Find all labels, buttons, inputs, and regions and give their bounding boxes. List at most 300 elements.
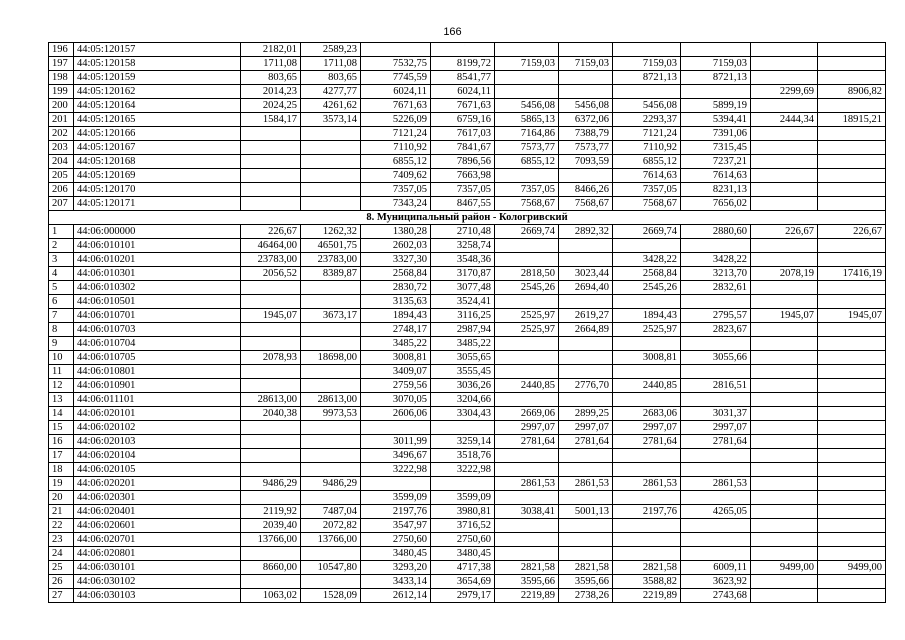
- value-cell: 7409,62: [361, 169, 431, 183]
- value-cell: 7391,06: [681, 127, 751, 141]
- cadastral-number-cell: 44:06:030102: [74, 575, 241, 589]
- value-cell: 2589,23: [301, 43, 361, 57]
- value-cell: [613, 463, 681, 477]
- value-cell: [751, 393, 818, 407]
- value-cell: 5226,09: [361, 113, 431, 127]
- value-cell: 2821,58: [613, 561, 681, 575]
- value-cell: 2832,61: [681, 281, 751, 295]
- value-cell: [818, 183, 886, 197]
- value-cell: 23783,00: [241, 253, 301, 267]
- value-cell: [301, 463, 361, 477]
- value-cell: 7343,24: [361, 197, 431, 211]
- value-cell: 226,67: [241, 225, 301, 239]
- value-cell: 2899,25: [559, 407, 613, 421]
- value-cell: [495, 365, 559, 379]
- value-cell: 3008,81: [613, 351, 681, 365]
- value-cell: [241, 295, 301, 309]
- cadastral-number-cell: 44:06:010701: [74, 309, 241, 323]
- value-cell: [818, 127, 886, 141]
- value-cell: 7573,77: [559, 141, 613, 155]
- value-cell: [818, 393, 886, 407]
- value-cell: 3038,41: [495, 505, 559, 519]
- value-cell: [613, 365, 681, 379]
- row-number-cell: 205: [49, 169, 74, 183]
- value-cell: 3573,14: [301, 113, 361, 127]
- table-row: [49, 71, 886, 85]
- table-row: [49, 169, 886, 183]
- value-cell: [818, 463, 886, 477]
- value-cell: 2182,01: [241, 43, 301, 57]
- cadastral-number-cell: 44:06:020301: [74, 491, 241, 505]
- value-cell: [613, 393, 681, 407]
- value-cell: 3623,92: [681, 575, 751, 589]
- value-cell: 2892,32: [559, 225, 613, 239]
- value-cell: [751, 519, 818, 533]
- value-cell: 2743,68: [681, 589, 751, 603]
- value-cell: 3077,48: [431, 281, 495, 295]
- value-cell: [751, 239, 818, 253]
- value-cell: [751, 463, 818, 477]
- cadastral-number-cell: 44:06:010705: [74, 351, 241, 365]
- row-number-cell: 196: [49, 43, 74, 57]
- cadastral-number-cell: 44:06:020101: [74, 407, 241, 421]
- value-cell: 9499,00: [818, 561, 886, 575]
- value-cell: 3204,66: [431, 393, 495, 407]
- value-cell: 3716,52: [431, 519, 495, 533]
- value-cell: [818, 337, 886, 351]
- value-cell: [241, 463, 301, 477]
- value-cell: 2823,67: [681, 323, 751, 337]
- cadastral-number-cell: 44:05:120164: [74, 99, 241, 113]
- value-cell: [751, 281, 818, 295]
- value-cell: 2440,85: [495, 379, 559, 393]
- value-cell: 6024,11: [431, 85, 495, 99]
- value-cell: [681, 547, 751, 561]
- value-cell: [818, 477, 886, 491]
- value-cell: 2119,92: [241, 505, 301, 519]
- value-cell: 2979,17: [431, 589, 495, 603]
- table-body-bottom: [49, 225, 886, 603]
- value-cell: 2781,64: [681, 435, 751, 449]
- value-cell: 2997,07: [681, 421, 751, 435]
- value-cell: 2683,06: [613, 407, 681, 421]
- value-cell: 7110,92: [361, 141, 431, 155]
- value-cell: 2795,57: [681, 309, 751, 323]
- value-cell: 7617,03: [431, 127, 495, 141]
- value-cell: [818, 57, 886, 71]
- value-cell: 46464,00: [241, 239, 301, 253]
- value-cell: [301, 155, 361, 169]
- value-cell: 2669,74: [495, 225, 559, 239]
- table-row: [49, 267, 886, 281]
- value-cell: [495, 239, 559, 253]
- value-cell: 9486,29: [301, 477, 361, 491]
- value-cell: 6759,16: [431, 113, 495, 127]
- value-cell: 3428,22: [681, 253, 751, 267]
- value-cell: [818, 407, 886, 421]
- value-cell: 7357,05: [361, 183, 431, 197]
- value-cell: 2024,25: [241, 99, 301, 113]
- value-cell: [751, 127, 818, 141]
- page-number: 166: [443, 26, 462, 38]
- row-number-cell: 204: [49, 155, 74, 169]
- value-cell: 10547,80: [301, 561, 361, 575]
- table-row: [49, 351, 886, 365]
- row-number-cell: 14: [49, 407, 74, 421]
- value-cell: [681, 449, 751, 463]
- value-cell: 2710,48: [431, 225, 495, 239]
- cadastral-number-cell: 44:06:010201: [74, 253, 241, 267]
- value-cell: [751, 575, 818, 589]
- cadastral-number-cell: 44:06:020401: [74, 505, 241, 519]
- row-number-cell: 21: [49, 505, 74, 519]
- value-cell: 2525,97: [613, 323, 681, 337]
- value-cell: [431, 421, 495, 435]
- value-cell: 3293,20: [361, 561, 431, 575]
- value-cell: [301, 365, 361, 379]
- value-cell: [613, 533, 681, 547]
- value-cell: 7159,03: [495, 57, 559, 71]
- value-cell: [818, 99, 886, 113]
- cadastral-value-table: [48, 42, 886, 603]
- value-cell: 3524,41: [431, 295, 495, 309]
- value-cell: 4265,05: [681, 505, 751, 519]
- value-cell: [751, 43, 818, 57]
- value-cell: [559, 393, 613, 407]
- value-cell: [818, 295, 886, 309]
- value-cell: 8721,13: [613, 71, 681, 85]
- value-cell: 7487,04: [301, 505, 361, 519]
- value-cell: [495, 43, 559, 57]
- value-cell: 2525,97: [495, 323, 559, 337]
- value-cell: [818, 43, 886, 57]
- value-cell: [495, 449, 559, 463]
- value-cell: 2669,06: [495, 407, 559, 421]
- value-cell: 2014,23: [241, 85, 301, 99]
- section-row: [49, 211, 886, 225]
- row-number-cell: 199: [49, 85, 74, 99]
- cadastral-number-cell: 44:05:120171: [74, 197, 241, 211]
- value-cell: 7568,67: [613, 197, 681, 211]
- cadastral-number-cell: 44:06:020201: [74, 477, 241, 491]
- value-cell: 3547,97: [361, 519, 431, 533]
- cadastral-number-cell: 44:06:030101: [74, 561, 241, 575]
- value-cell: 7159,03: [613, 57, 681, 71]
- row-number-cell: 9: [49, 337, 74, 351]
- value-cell: [818, 547, 886, 561]
- value-cell: [431, 477, 495, 491]
- value-cell: 3480,45: [361, 547, 431, 561]
- value-cell: [495, 85, 559, 99]
- value-cell: 5456,08: [613, 99, 681, 113]
- value-cell: [495, 351, 559, 365]
- value-cell: [559, 337, 613, 351]
- value-cell: [681, 239, 751, 253]
- table-row: [49, 477, 886, 491]
- table-row: [49, 295, 886, 309]
- table-row: [49, 43, 886, 57]
- value-cell: [818, 197, 886, 211]
- value-cell: [301, 547, 361, 561]
- value-cell: [495, 71, 559, 85]
- cadastral-number-cell: 44:06:020104: [74, 449, 241, 463]
- value-cell: 17416,19: [818, 267, 886, 281]
- cadastral-number-cell: 44:05:120168: [74, 155, 241, 169]
- value-cell: 5456,08: [559, 99, 613, 113]
- value-cell: [818, 141, 886, 155]
- value-cell: [818, 155, 886, 169]
- value-cell: [681, 85, 751, 99]
- value-cell: 2861,53: [495, 477, 559, 491]
- table-row: [49, 407, 886, 421]
- value-cell: 2056,52: [241, 267, 301, 281]
- table-row: [49, 435, 886, 449]
- value-cell: [241, 141, 301, 155]
- value-cell: [301, 337, 361, 351]
- value-cell: [751, 477, 818, 491]
- value-cell: 3222,98: [431, 463, 495, 477]
- value-cell: 9486,29: [241, 477, 301, 491]
- section-header: [49, 211, 886, 225]
- row-number-cell: 25: [49, 561, 74, 575]
- value-cell: [751, 435, 818, 449]
- value-cell: 7841,67: [431, 141, 495, 155]
- value-cell: [559, 85, 613, 99]
- section-title: 8. Муниципальный район - Кологривский: [49, 211, 886, 225]
- table-row: [49, 57, 886, 71]
- table-row: [49, 365, 886, 379]
- value-cell: [751, 449, 818, 463]
- row-number-cell: 16: [49, 435, 74, 449]
- value-cell: [241, 365, 301, 379]
- row-number-cell: 207: [49, 197, 74, 211]
- value-cell: 8906,82: [818, 85, 886, 99]
- value-cell: 1528,09: [301, 589, 361, 603]
- row-number-cell: 10: [49, 351, 74, 365]
- value-cell: [751, 295, 818, 309]
- value-cell: [559, 253, 613, 267]
- value-cell: 3031,37: [681, 407, 751, 421]
- value-cell: [613, 295, 681, 309]
- table-row: [49, 491, 886, 505]
- value-cell: 3599,09: [431, 491, 495, 505]
- table-row: [49, 253, 886, 267]
- value-cell: [301, 491, 361, 505]
- row-number-cell: 2: [49, 239, 74, 253]
- value-cell: [559, 449, 613, 463]
- value-cell: [559, 491, 613, 505]
- value-cell: 3595,66: [559, 575, 613, 589]
- value-cell: [613, 547, 681, 561]
- value-cell: 7315,45: [681, 141, 751, 155]
- value-cell: [818, 239, 886, 253]
- value-cell: 2776,70: [559, 379, 613, 393]
- cadastral-number-cell: 44:05:120157: [74, 43, 241, 57]
- value-cell: 3480,45: [431, 547, 495, 561]
- value-cell: [559, 519, 613, 533]
- value-cell: [818, 323, 886, 337]
- value-cell: 2987,94: [431, 323, 495, 337]
- row-number-cell: 27: [49, 589, 74, 603]
- value-cell: [681, 463, 751, 477]
- value-cell: [241, 575, 301, 589]
- table-row: [49, 113, 886, 127]
- value-cell: [681, 533, 751, 547]
- value-cell: [301, 127, 361, 141]
- value-cell: 3599,09: [361, 491, 431, 505]
- cadastral-number-cell: 44:06:020102: [74, 421, 241, 435]
- value-cell: [241, 435, 301, 449]
- value-cell: 2861,53: [681, 477, 751, 491]
- cadastral-number-cell: 44:06:020601: [74, 519, 241, 533]
- value-cell: 3595,66: [495, 575, 559, 589]
- row-number-cell: 26: [49, 575, 74, 589]
- value-cell: [495, 253, 559, 267]
- value-cell: 3555,45: [431, 365, 495, 379]
- cadastral-number-cell: 44:06:020103: [74, 435, 241, 449]
- value-cell: 2072,82: [301, 519, 361, 533]
- table-row: [49, 575, 886, 589]
- value-cell: 2039,40: [241, 519, 301, 533]
- value-cell: [495, 547, 559, 561]
- value-cell: 4261,62: [301, 99, 361, 113]
- value-cell: 2619,27: [559, 309, 613, 323]
- value-cell: 3496,67: [361, 449, 431, 463]
- value-cell: [613, 337, 681, 351]
- table-row: [49, 561, 886, 575]
- value-cell: 2750,60: [361, 533, 431, 547]
- cadastral-number-cell: 44:05:120170: [74, 183, 241, 197]
- value-cell: [818, 379, 886, 393]
- value-cell: 3433,14: [361, 575, 431, 589]
- cadastral-number-cell: 44:05:120166: [74, 127, 241, 141]
- value-cell: 7671,63: [361, 99, 431, 113]
- value-cell: [751, 57, 818, 71]
- value-cell: [241, 169, 301, 183]
- value-cell: [559, 239, 613, 253]
- value-cell: 7896,56: [431, 155, 495, 169]
- cadastral-number-cell: 44:05:120165: [74, 113, 241, 127]
- value-cell: 1894,43: [361, 309, 431, 323]
- value-cell: [751, 407, 818, 421]
- value-cell: 2602,03: [361, 239, 431, 253]
- value-cell: 226,67: [818, 225, 886, 239]
- table-row: [49, 589, 886, 603]
- value-cell: 2818,50: [495, 267, 559, 281]
- row-number-cell: 15: [49, 421, 74, 435]
- value-cell: 2997,07: [495, 421, 559, 435]
- table-row: [49, 85, 886, 99]
- value-cell: 13766,00: [241, 533, 301, 547]
- value-cell: 2612,14: [361, 589, 431, 603]
- value-cell: [818, 505, 886, 519]
- value-cell: 28613,00: [241, 393, 301, 407]
- value-cell: 4277,77: [301, 85, 361, 99]
- value-cell: 2293,37: [613, 113, 681, 127]
- value-cell: [751, 421, 818, 435]
- value-cell: [818, 435, 886, 449]
- value-cell: 2781,64: [495, 435, 559, 449]
- value-cell: [495, 491, 559, 505]
- value-cell: [613, 491, 681, 505]
- value-cell: 8231,13: [681, 183, 751, 197]
- value-cell: [613, 85, 681, 99]
- value-cell: 6855,12: [495, 155, 559, 169]
- value-cell: 3980,81: [431, 505, 495, 519]
- table-row: [49, 183, 886, 197]
- value-cell: [559, 295, 613, 309]
- row-number-cell: 24: [49, 547, 74, 561]
- value-cell: 2748,17: [361, 323, 431, 337]
- value-cell: 6024,11: [361, 85, 431, 99]
- value-cell: 3259,14: [431, 435, 495, 449]
- value-cell: 13766,00: [301, 533, 361, 547]
- value-cell: [301, 141, 361, 155]
- value-cell: 3258,74: [431, 239, 495, 253]
- cadastral-number-cell: 44:06:010901: [74, 379, 241, 393]
- value-cell: 1894,43: [613, 309, 681, 323]
- value-cell: [681, 393, 751, 407]
- value-cell: 7663,98: [431, 169, 495, 183]
- cadastral-number-cell: 44:06:010703: [74, 323, 241, 337]
- table-row: [49, 155, 886, 169]
- value-cell: 803,65: [241, 71, 301, 85]
- table-row: [49, 239, 886, 253]
- row-number-cell: 8: [49, 323, 74, 337]
- value-cell: [818, 491, 886, 505]
- value-cell: [241, 127, 301, 141]
- value-cell: 7159,03: [681, 57, 751, 71]
- value-cell: [751, 323, 818, 337]
- value-cell: 6009,11: [681, 561, 751, 575]
- value-cell: 2880,60: [681, 225, 751, 239]
- value-cell: [241, 337, 301, 351]
- value-cell: [241, 323, 301, 337]
- row-number-cell: 1: [49, 225, 74, 239]
- row-number-cell: 6: [49, 295, 74, 309]
- value-cell: [301, 281, 361, 295]
- value-cell: 8389,87: [301, 267, 361, 281]
- value-cell: 3588,82: [613, 575, 681, 589]
- value-cell: [751, 197, 818, 211]
- value-cell: 3055,66: [681, 351, 751, 365]
- value-cell: 3409,07: [361, 365, 431, 379]
- value-cell: [818, 421, 886, 435]
- value-cell: [818, 575, 886, 589]
- value-cell: 7388,79: [559, 127, 613, 141]
- value-cell: [361, 43, 431, 57]
- cadastral-number-cell: 44:06:010101: [74, 239, 241, 253]
- value-cell: 7614,63: [613, 169, 681, 183]
- value-cell: 5394,41: [681, 113, 751, 127]
- value-cell: 803,65: [301, 71, 361, 85]
- row-number-cell: 203: [49, 141, 74, 155]
- row-number-cell: 197: [49, 57, 74, 71]
- table-row: [49, 225, 886, 239]
- value-cell: [751, 505, 818, 519]
- value-cell: 8541,77: [431, 71, 495, 85]
- value-cell: 23783,00: [301, 253, 361, 267]
- value-cell: 1945,07: [818, 309, 886, 323]
- value-cell: [681, 491, 751, 505]
- value-cell: 7121,24: [613, 127, 681, 141]
- value-cell: [818, 253, 886, 267]
- value-cell: 2997,07: [559, 421, 613, 435]
- value-cell: [241, 421, 301, 435]
- value-cell: 2750,60: [431, 533, 495, 547]
- value-cell: 1262,32: [301, 225, 361, 239]
- value-cell: 2568,84: [613, 267, 681, 281]
